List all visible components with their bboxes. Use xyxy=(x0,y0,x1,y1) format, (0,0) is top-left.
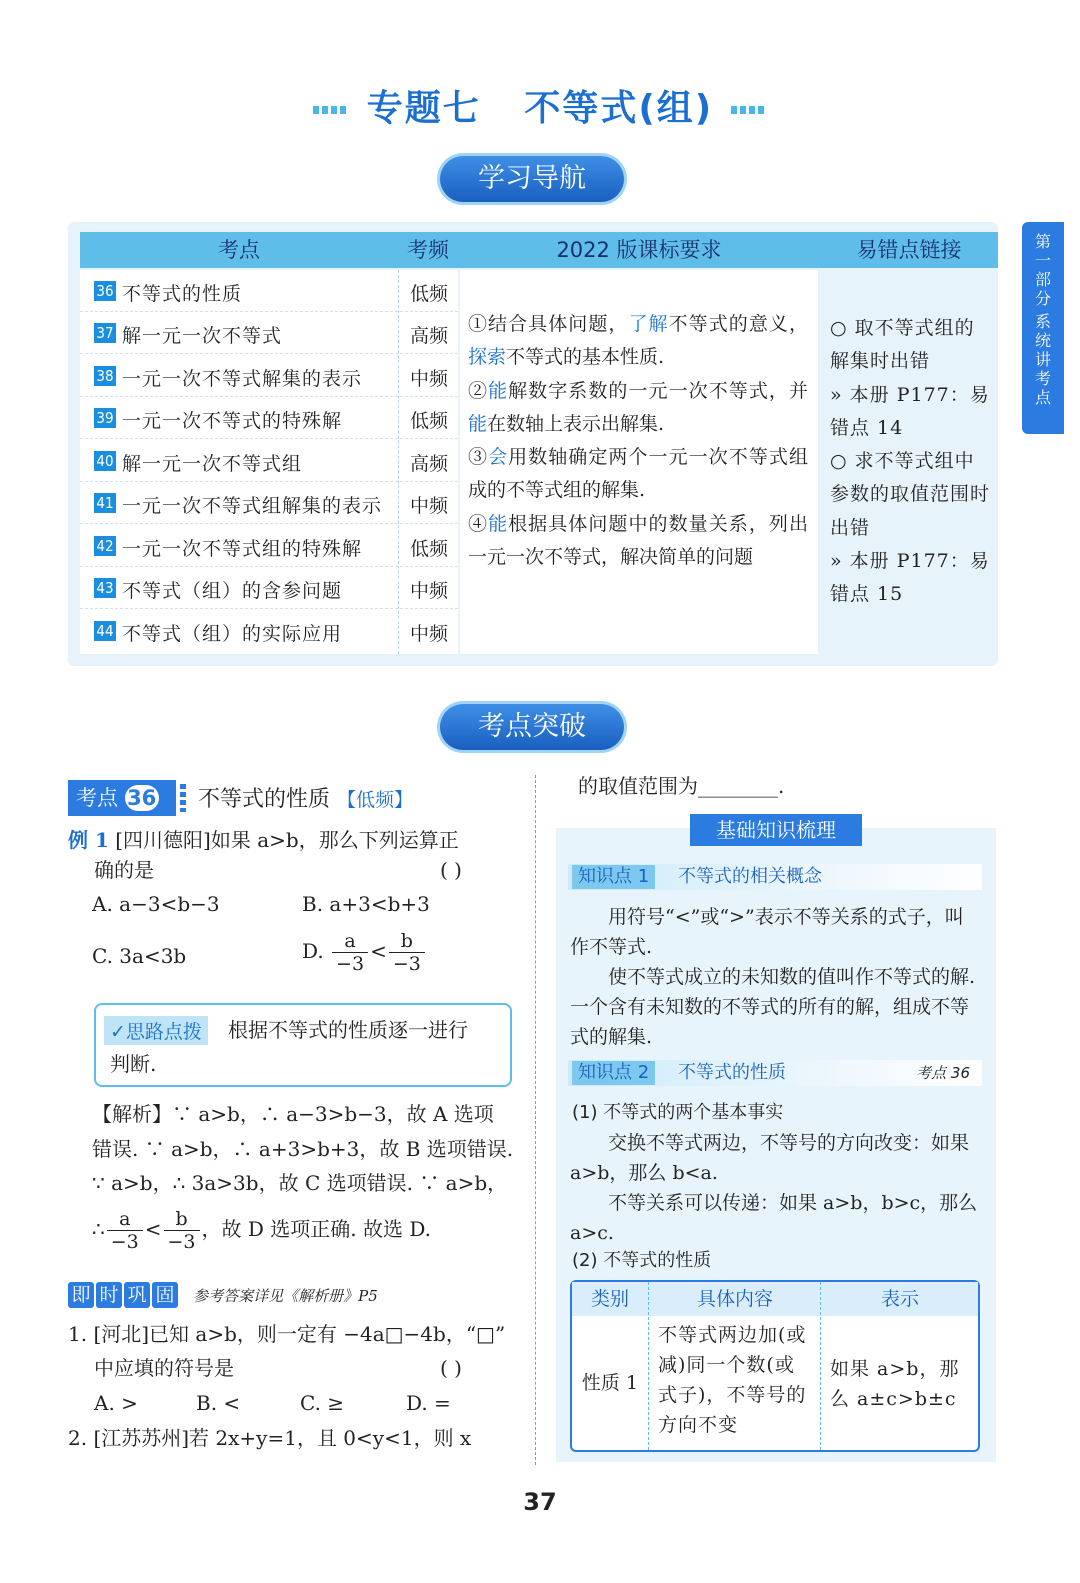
q1-option: A. > xyxy=(94,1391,138,1415)
table-row: 43 不等式（组）的含参问题 中频 xyxy=(80,567,458,609)
error-item: ○ 求不等式组中参数的取值范围时出错 xyxy=(830,450,991,539)
k1-para-1: 用符号“<”或“>”表示不等关系的式子，叫作不等式. xyxy=(570,906,964,958)
table-divider xyxy=(648,1282,649,1450)
header-requirements: 2022 版课标要求 xyxy=(556,238,722,262)
analysis-line: ∴ $\frac{a}{-3}$ < $\frac{b}{-3}$ ，故 D 选项正确. 故选 D. xyxy=(92,1208,432,1253)
properties-table-header: 类别 具体内容 表示 xyxy=(572,1282,978,1316)
option-a: A. a−3<b−3 xyxy=(92,892,220,916)
q1-option: B. < xyxy=(196,1391,241,1415)
table-row: 40 解一元一次不等式组 高频 xyxy=(80,440,458,482)
side-tab: 第一部分 系统讲考点 xyxy=(1022,222,1064,434)
table-row: 44 不等式（组）的实际应用 中频 xyxy=(80,610,458,652)
example-1-cont: 确的是 xyxy=(94,858,154,882)
decor-bars-icon xyxy=(180,784,186,812)
tip-text-cont: 判断. xyxy=(110,1052,157,1076)
subheading: (1) 不等式的两个基本事实 xyxy=(572,1102,784,1123)
row-content: 不等式两边加(或减)同一个数(或式子)，不等号的方向不变 xyxy=(658,1324,807,1436)
question-2-cont: 的取值范围为________. xyxy=(578,774,785,798)
practice-header: 即 时 巩 固 参考答案详见《解析册》P5 xyxy=(68,1282,378,1308)
tip-tag: ✓思路点拨 xyxy=(104,1016,208,1045)
breakthrough-section-header: 考点突破 xyxy=(440,704,624,750)
error-item: ○ 取不等式组的解集时出错 xyxy=(830,317,975,373)
header-errors: 易错点链接 xyxy=(856,238,962,262)
basics-header: 基础知识梳理 xyxy=(690,814,862,846)
decor-dots-right-icon xyxy=(731,106,767,114)
header-kaodian: 考点 xyxy=(218,238,260,262)
tip-text: 根据不等式的性质逐一进行 xyxy=(228,1018,468,1042)
q1-option: D. = xyxy=(406,1391,451,1415)
nav-section-header: 学习导航 xyxy=(440,156,624,202)
analysis-line: 错误. ∵ a>b，∴ a+3>b+3，故 B 选项错误. xyxy=(92,1137,514,1161)
option-b: B. a+3<b+3 xyxy=(302,892,430,916)
column-divider xyxy=(535,775,536,1465)
table-divider xyxy=(820,1282,821,1450)
question-1: 1. [河北]已知 a>b，则一定有 −4a□−4b，“□” xyxy=(68,1322,506,1346)
answer-paren: ( ) xyxy=(440,858,462,882)
page-number: 37 xyxy=(523,1488,557,1516)
table-row: 38 一元一次不等式解集的表示 中频 xyxy=(80,355,458,397)
s1-para-2: 不等关系可以传递：如果 a>b，b>c，那么 a>c. xyxy=(570,1192,978,1244)
example-1: 例 1 [四川德阳]如果 a>b，那么下列运算正 xyxy=(68,828,459,852)
row-category: 性质 1 xyxy=(581,1372,639,1394)
knowledge-point-2: 知识点 2 不等式的性质 考点 36 xyxy=(568,1060,982,1086)
question-2: 2. [江苏苏州]若 2x+y=1，且 0<y<1，则 x xyxy=(68,1426,472,1450)
error-links xyxy=(830,312,990,612)
table-row: 41 一元一次不等式组解集的表示 中频 xyxy=(80,482,458,524)
kaodian-badge: 考点 36 xyxy=(68,780,176,816)
question-1-cont: 中应填的符号是 xyxy=(94,1356,234,1380)
row-representation: 如果 a>b，那么 a±c>b±c xyxy=(830,1358,960,1410)
header-freq: 考频 xyxy=(407,238,449,262)
table-row: 37 解一元一次不等式 高频 xyxy=(80,312,458,354)
error-link[interactable]: » 本册 P177：易错点 14 xyxy=(830,383,990,439)
option-c: C. 3a<3b xyxy=(92,944,187,968)
s1-para-1: 交换不等式两边，不等号的方向改变：如果 a>b，那么 b<a. xyxy=(570,1132,970,1184)
answer-paren: ( ) xyxy=(440,1356,462,1380)
link-icon-ref: 考点 36 xyxy=(916,1064,970,1082)
table-row: 39 一元一次不等式的特殊解 低频 xyxy=(80,397,458,439)
analysis-line: ∵ a>b，∴ 3a>3b，故 C 选项错误. ∵ a>b， xyxy=(92,1171,508,1195)
table-row: 36 不等式的性质 低频 xyxy=(80,270,458,312)
error-link[interactable]: » 本册 P177：易错点 15 xyxy=(830,550,990,606)
curriculum-requirements: ①结合具体问题，了解不等式的意义，探索不等式的基本性质. ②能解数字系数的一元一次不等式，并能在数轴上表示出解集. ③会用数轴确定两个一元一次不等式组成的不等式组的解集. ④能根据具体问题中的数量关系，列出一元一次不等式，解决简单的问题 xyxy=(468,313,808,569)
subheading: (2) 不等式的性质 xyxy=(572,1250,712,1271)
option-d: D. $\frac{a}{-3}$ < $\frac{b}{-3}$ xyxy=(302,930,427,975)
table-row: 42 一元一次不等式组的特殊解 低频 xyxy=(80,525,458,567)
k1-para-2: 使不等式成立的未知数的值叫作不等式的解. 一个含有未知数的不等式的所有的解，组成不等式的解集. xyxy=(570,966,976,1048)
nav-table-header xyxy=(80,232,998,268)
decor-dots-left-icon xyxy=(313,106,349,114)
knowledge-point-1: 知识点 1 不等式的相关概念 xyxy=(568,864,982,890)
kaodian-title: 不等式的性质 【低频】 xyxy=(198,787,414,812)
page-title: 专题七 不等式(组) xyxy=(0,80,1080,131)
analysis-line: 【解析】∵ a>b，∴ a−3>b−3，故 A 选项 xyxy=(92,1102,494,1126)
q1-option: C. ≥ xyxy=(300,1391,345,1415)
